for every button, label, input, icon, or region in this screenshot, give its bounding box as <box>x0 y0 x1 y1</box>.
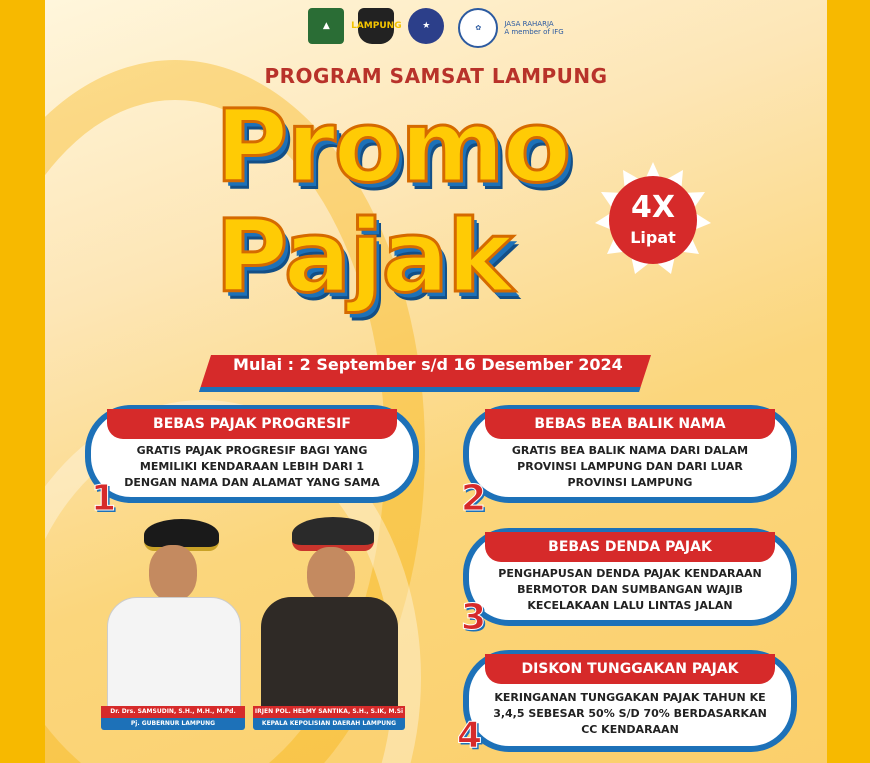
police-cap-icon <box>292 517 374 551</box>
benefit-card-3 <box>463 528 797 626</box>
police-uniform <box>261 597 398 715</box>
benefit-number: 1 <box>91 478 117 519</box>
jasa-raharja-label <box>504 20 563 36</box>
white-uniform <box>107 597 241 717</box>
benefit-title: BEBAS BEA BALIK NAMA <box>485 409 775 439</box>
benefit-card-2 <box>463 405 797 503</box>
benefit-number: 2 <box>461 478 487 519</box>
jasa-raharja-logo: ✿ <box>458 8 498 48</box>
police-chief-photo <box>257 515 402 715</box>
program-title: PROGRAM SAMSAT LAMPUNG <box>264 64 608 88</box>
governor-nameplate <box>101 706 245 730</box>
period-text: Mulai : 2 September s/d 16 Desember 2024 <box>233 355 623 374</box>
benefit-number: 4 <box>457 715 483 756</box>
benefit-number: 3 <box>461 597 487 638</box>
jasa-raharja-sub: A member of IFG <box>504 28 564 36</box>
logo-row <box>45 8 827 48</box>
benefit-text: PENGHAPUSAN DENDA PAJAK KENDARAAN BERMOTOR DAN SUMBANGAN WAJIB KECELAKAAN LALU LINTAS JALAN <box>498 567 762 612</box>
benefit-title: BEBAS DENDA PAJAK <box>485 532 775 562</box>
benefit-text: KERINGANAN TUNGGAKAN PAJAK TAHUN KE 3,4,5 SEBESAR 50% S/D 70% BERDASARKAN CC KENDARAAN <box>493 691 767 736</box>
face <box>307 547 355 603</box>
benefit-title: BEBAS PAJAK PROGRESIF <box>107 409 397 439</box>
official-role: Pj. GUBERNUR LAMPUNG <box>130 720 216 727</box>
official-name: Dr. Drs. SAMSUDIN, S.H., M.H., M.Pd. <box>101 706 245 718</box>
benefit-card-4 <box>463 650 797 752</box>
polri-logo: ★ <box>408 8 444 44</box>
benefit-text: GRATIS BEA BALIK NAMA DARI DALAM PROVINSI LAMPUNG DAN DARI LUAR PROVINSI LAMPUNG <box>511 444 749 489</box>
face <box>149 545 197 601</box>
governor-photo <box>103 515 243 715</box>
lampung-province-logo: ▲ <box>308 8 344 44</box>
official-name: IRJEN POL. HELMY SANTIKA, S.H., S.IK, M.Si <box>253 706 405 718</box>
polda-lampung-logo: LAMPUNG <box>358 8 394 44</box>
promo-poster <box>45 0 827 763</box>
badge-multiplier: 4X <box>630 190 675 225</box>
pajak-heading: Pajak <box>215 198 512 315</box>
period-banner <box>199 355 651 392</box>
police-nameplate <box>253 706 405 730</box>
official-role: KEPALA KEPOLISIAN DAERAH LAMPUNG <box>261 720 397 727</box>
jasa-raharja-name: JASA RAHARJA <box>504 20 554 28</box>
benefit-card-1 <box>85 405 419 503</box>
promo-heading: Promo <box>215 88 570 205</box>
benefit-text: GRATIS PAJAK PROGRESIF BAGI YANG MEMILIKI KENDARAAN LEBIH DARI 1 DENGAN NAMA DAN ALAMAT YANG SAMA <box>124 444 380 489</box>
multiplier-badge <box>593 160 713 280</box>
badge-label: Lipat <box>630 228 676 247</box>
benefit-title: DISKON TUNGGAKAN PAJAK <box>485 654 775 684</box>
